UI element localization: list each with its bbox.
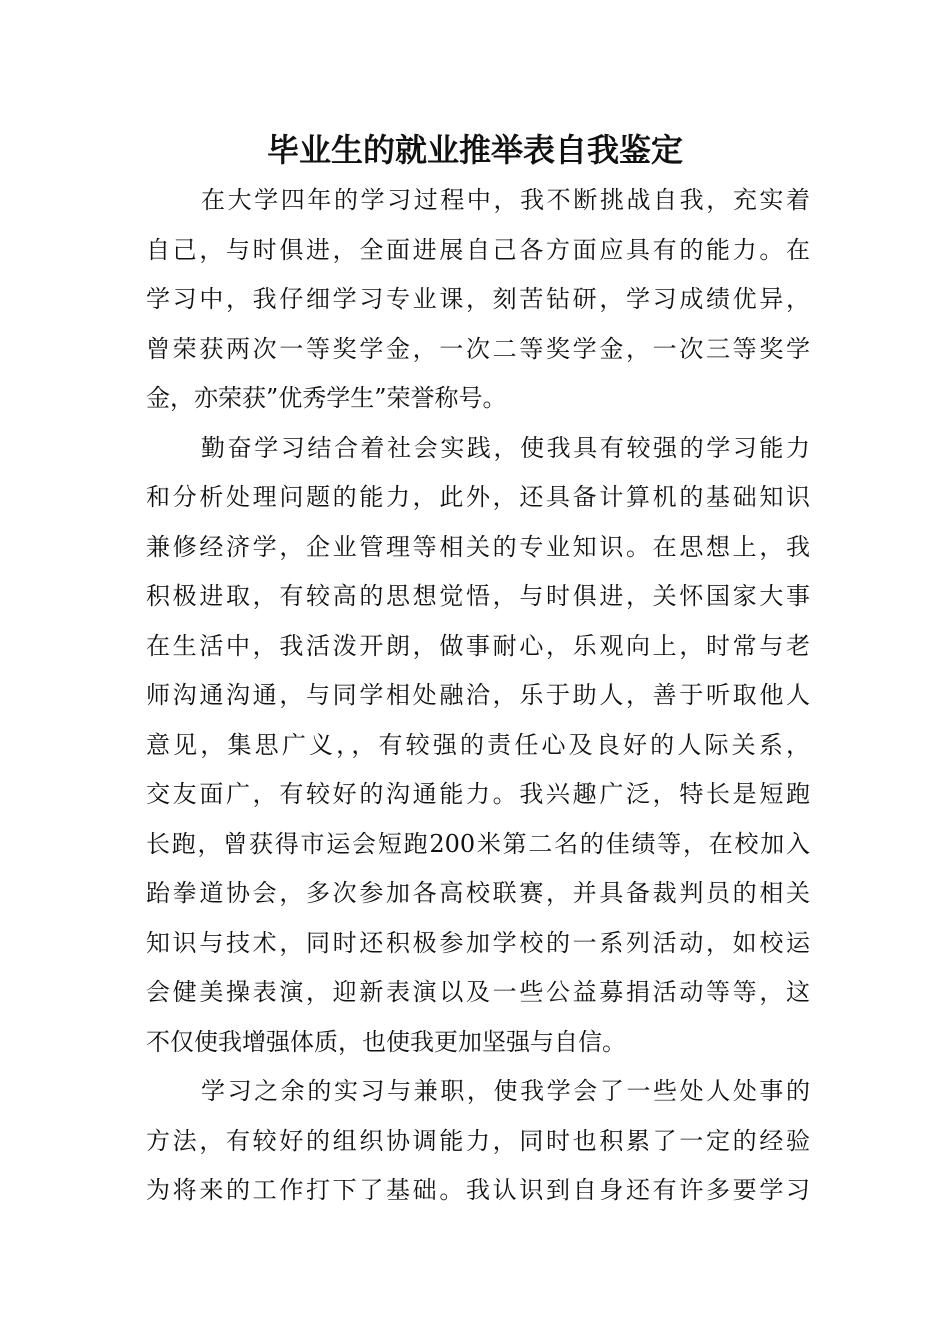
paragraph-3-line-3: 为将来的工作打下了基础。我认识到自身还有许多要学习 (146, 1176, 810, 1204)
paragraph-2-line-8: 交友面广，有较好的沟通能力。我兴趣广泛，特长是短跑 (146, 780, 810, 808)
paragraph-1-line-2: 自己，与时俱进，全面进展自己各方面应具有的能力。在 (146, 235, 810, 264)
paragraph-2-line-4: 积极进取，有较高的思想觉悟，与时俱进，关怀国家大事 (146, 582, 810, 610)
paragraph-2-line-12: 会健美操表演，迎新表演以及一些公益募捐活动等等，这 (146, 978, 810, 1006)
paragraph-2-line-11: 知识与技术，同时还积极参加学校的一系列活动，如校运 (146, 928, 810, 957)
paragraph-2-line-10: 跆拳道协会，多次参加各高校联赛，并具备裁判员的相关 (146, 879, 810, 907)
paragraph-2-line-1: 勤奋学习结合着社会实践，使我具有较强的学习能力 (201, 433, 810, 462)
paragraph-2-line-5: 在生活中，我活泼开朗，做事耐心，乐观向上，时常与老 (146, 631, 810, 660)
paragraph-3-line-2: 方法，有较好的组织协调能力，同时也积累了一定的经验 (146, 1126, 810, 1155)
paragraph-2-line-7: 意见，集思广义，，有较强的责任心及良好的人际关系， (146, 730, 810, 759)
paragraph-2-line-3: 兼修经济学，企业管理等相关的专业知识。在思想上，我 (146, 532, 810, 561)
document-title: 毕业生的就业推举表自我鉴定 (266, 131, 683, 169)
paragraph-1-line-1: 在大学四年的学习过程中，我不断挑战自我，充实着 (201, 186, 810, 214)
paragraph-2-line-6: 师沟通沟通，与同学相处融洽，乐于助人，善于听取他人 (146, 681, 810, 709)
paragraph-2-line-9: 长跑，曾获得市运会短跑200米第二名的佳绩等，在校加入 (146, 829, 810, 858)
paragraph-2-line-2: 和分析处理问题的能力，此外，还具备计算机的基础知识 (146, 483, 810, 511)
paragraph-2-line-13: 不仅使我增强体质，也使我更加坚强与自信。 (146, 1027, 626, 1056)
paragraph-1-line-5: 金，亦荣获”优秀学生”荣誉称号。 (146, 384, 507, 412)
paragraph-1-line-3: 学习中，我仔细学习专业课，刻苦钻研，学习成绩优异， (146, 285, 810, 313)
paragraph-3-line-1: 学习之余的实习与兼职，使我学会了一些处人处事的 (201, 1077, 810, 1105)
paragraph-1-line-4: 曾荣获两次一等奖学金，一次二等奖学金，一次三等奖学 (146, 334, 810, 363)
document-body (146, 176, 810, 1216)
